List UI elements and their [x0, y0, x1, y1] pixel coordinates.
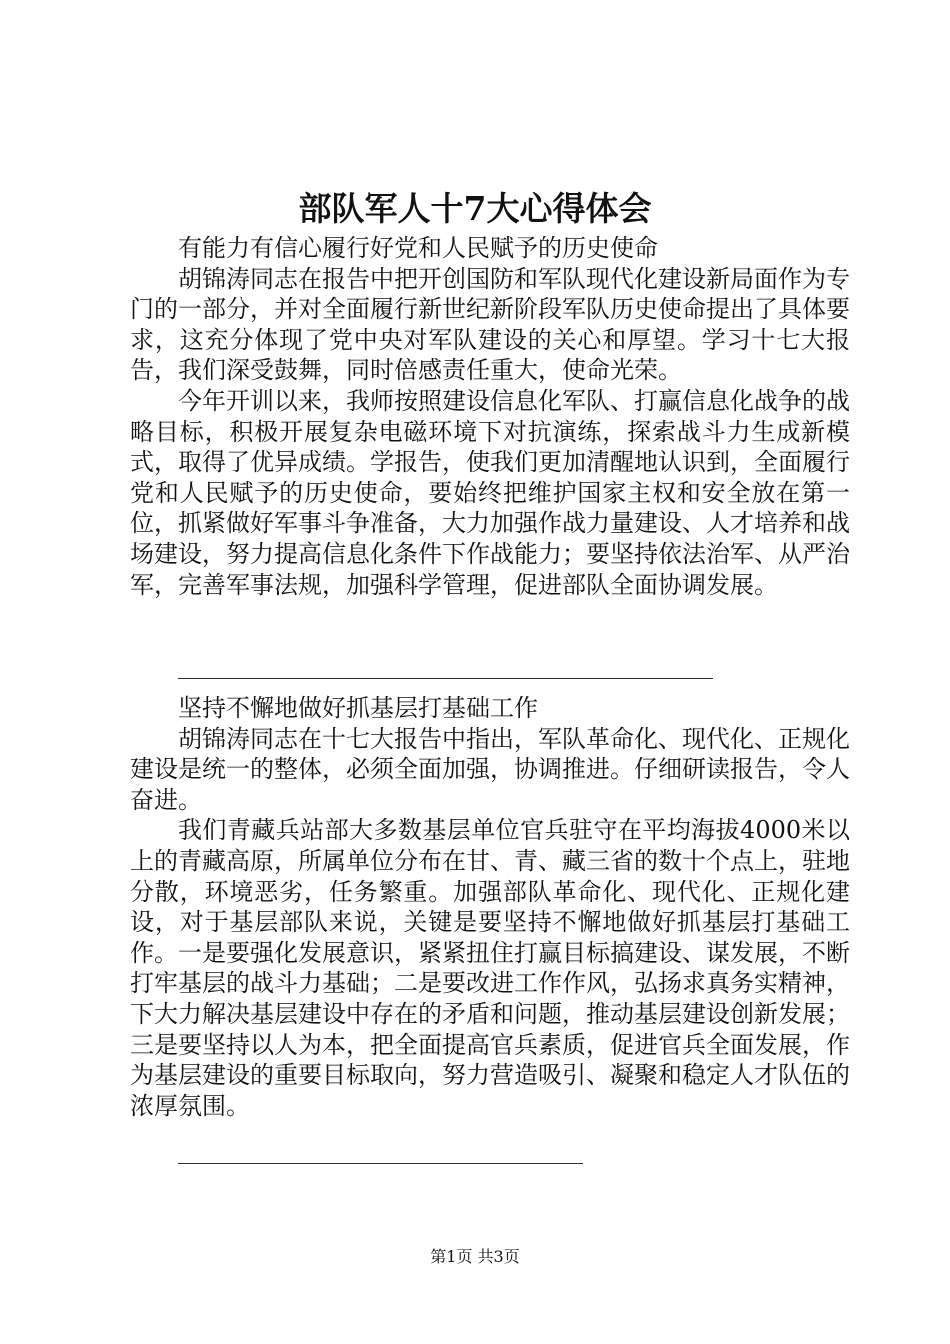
section-2-paragraph-2: 我们青藏兵站部大多数基层单位官兵驻守在平均海拔4000米以上的青藏高原，所属单位分布在甘、青、藏三省的数十个点上，驻地分散，环境恶劣，任务繁重。加强部队革命化、现代化、正规化建设，对于基层部队来说，关键是要坚持不懈地做好抓基层打基础工作。一是要强化发展意识，紧紧扭住打赢目标搞建设、谋发展，不断打牢基层的战斗力基础；二是要改进工作作风，弘扬求真务实精神，下大力解决基层建设中存在的矛盾和问题，推动基层建设创新发展；三是要坚持以人为本，把全面提高官兵素质，促进官兵全面发展，作为基层建设的重要目标取向，努力营造吸引、凝聚和稳定人才队伍的浓厚氛围。: [130, 816, 850, 1120]
page-number: 第1页 共3页: [430, 1247, 520, 1266]
section-1-paragraph-2: 今年开训以来，我师按照建设信息化军队、打赢信息化战争的战略目标，积极开展复杂电磁环境下对抗演练，探索战斗力生成新模式，取得了优异成绩。学报告，使我们更加清醒地认识到，全面履行党和人民赋予的历史使命，要始终把维护国家主权和安全放在第一位，抓紧做好军事斗争准备，大力加强作战力量建设、人才培养和战场建设，努力提高信息化条件下作战能力；要坚持依法治军、从严治军，完善军事法规，加强科学管理，促进部队全面协调发展。: [130, 386, 850, 599]
section-2-paragraph-1: 胡锦涛同志在十七大报告中指出，军队革命化、现代化、正规化建设是统一的整体，必须全面加强，协调推进。仔细研读报告，令人奋进。: [130, 724, 850, 814]
document-title: 部队军人十7大心得体会: [298, 189, 652, 228]
section-1-paragraph-1: 胡锦涛同志在报告中把开创国防和军队现代化建设新局面作为专门的一部分，并对全面履行新世纪新阶段军队历史使命提出了具体要求，这充分体现了党中央对军队建设的关心和厚望。学习十七大报告，我们深受鼓舞，同时倍感责任重大，使命光荣。: [130, 264, 850, 385]
separator-line: [178, 1163, 583, 1164]
separator-line: [178, 678, 713, 679]
section-1: [130, 233, 850, 600]
section-1-heading: 有能力有信心履行好党和人民赋予的历史使命: [178, 234, 658, 262]
section-2-heading: 坚持不懈地做好抓基层打基础工作: [178, 694, 538, 722]
section-2: [130, 693, 850, 1121]
